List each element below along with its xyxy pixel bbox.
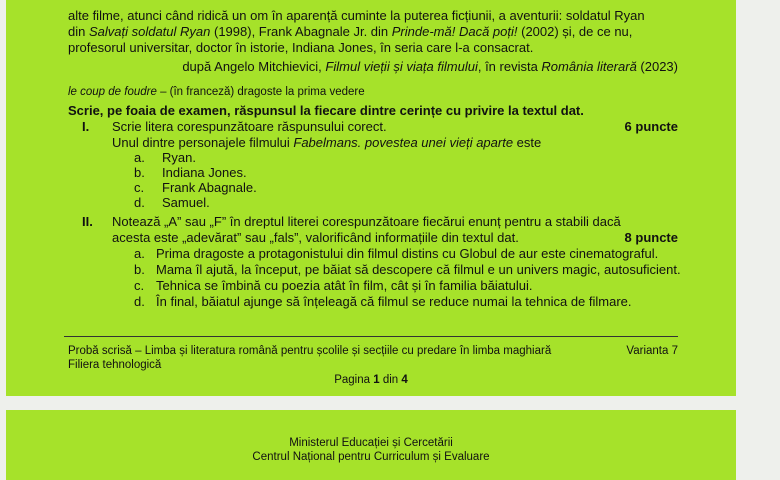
question-1-number: I.	[82, 119, 90, 134]
ministry-header: Ministerul Educației și Cercetării	[289, 437, 453, 449]
footnote: le coup de foudre – (în franceză) dragoste la prima vedere	[68, 86, 365, 98]
question-1-prompt: Unul dintre personajele filmului Fabelmans. povestea unei vieți aparte este	[112, 135, 542, 150]
question-2-statement-c: c. Tehnica se îmbină cu poezia atât în film, cât și în familia băiatului.	[134, 278, 533, 293]
center-header: Centrul Național pentru Curriculum și Evaluare	[252, 451, 490, 463]
question-2-text-line1: Notează „A” sau „F” în dreptul literei corespunzătoare fiecărui enunț pentru a stabili dacă	[112, 214, 621, 229]
exam-page-1	[6, 0, 736, 396]
film-title-ryan: Salvați soldatul Ryan	[88, 24, 211, 39]
question-2-statement-d: d. În final, băiatul ajunge să înțeleagă că filmul se reduce numai la tehnica de filmare.	[134, 294, 632, 309]
footer-variant: Varianta 7	[626, 345, 678, 357]
question-2-statement-b: b. Mama îl ajută, la început, pe băiat să descopere că filmul e un univers magic, autosuficient.	[134, 262, 681, 277]
body-text-line-films: din Salvați soldatul Ryan (1998), Frank Abagnale Jr. din Prinde-mă! Dacă poți! (2002) și, de ce nu,	[68, 24, 633, 39]
page-number: Pagina 1 din 4	[334, 374, 408, 386]
footer-exam-title: Probă scrisă – Limba și literatura română pentru școlile și secțiile cu predare în limba maghiară	[68, 345, 552, 357]
question-2-text-line2: acesta este „adevărat” sau „fals”, valorificând informațiile din textul dat.	[112, 230, 519, 245]
film-title-catch-me: Prinde-mă! Dacă poți!	[391, 24, 518, 39]
body-text-line: profesorul universitar, doctor în istorie, Indiana Jones, în seria care l-a consacrat.	[68, 40, 534, 55]
question-1-points: 6 puncte	[624, 119, 678, 134]
question-1-option-b: b. Indiana Jones.	[134, 165, 247, 180]
source-citation: după Angelo Mitchievici, Filmul vieții și viața filmului, în revista România literară (2023)	[182, 59, 678, 74]
question-2-points: 8 puncte	[624, 230, 678, 245]
question-1-option-a: a. Ryan.	[134, 150, 196, 165]
question-2-statement-a: a. Prima dragoste a protagonistului din filmul distins cu Globul de aur este cinematograful.	[134, 246, 659, 261]
question-1-option-c: c. Frank Abagnale.	[134, 180, 257, 195]
question-2-number: II.	[82, 214, 93, 229]
exam-instruction: Scrie, pe foaia de examen, răspunsul la fiecare dintre cerințe cu privire la textul dat.	[68, 103, 584, 118]
question-1-text: Scrie litera corespunzătoare răspunsului corect.	[112, 119, 387, 134]
body-text-line: alte filme, atunci când ridică un om în aparență cuminte la puterea ficțiunii, a aventurii: soldatul Ryan	[68, 8, 645, 23]
question-1-option-d: d. Samuel.	[134, 195, 210, 210]
footer-track: Filiera tehnologică	[68, 359, 162, 371]
footer-divider	[64, 336, 678, 337]
